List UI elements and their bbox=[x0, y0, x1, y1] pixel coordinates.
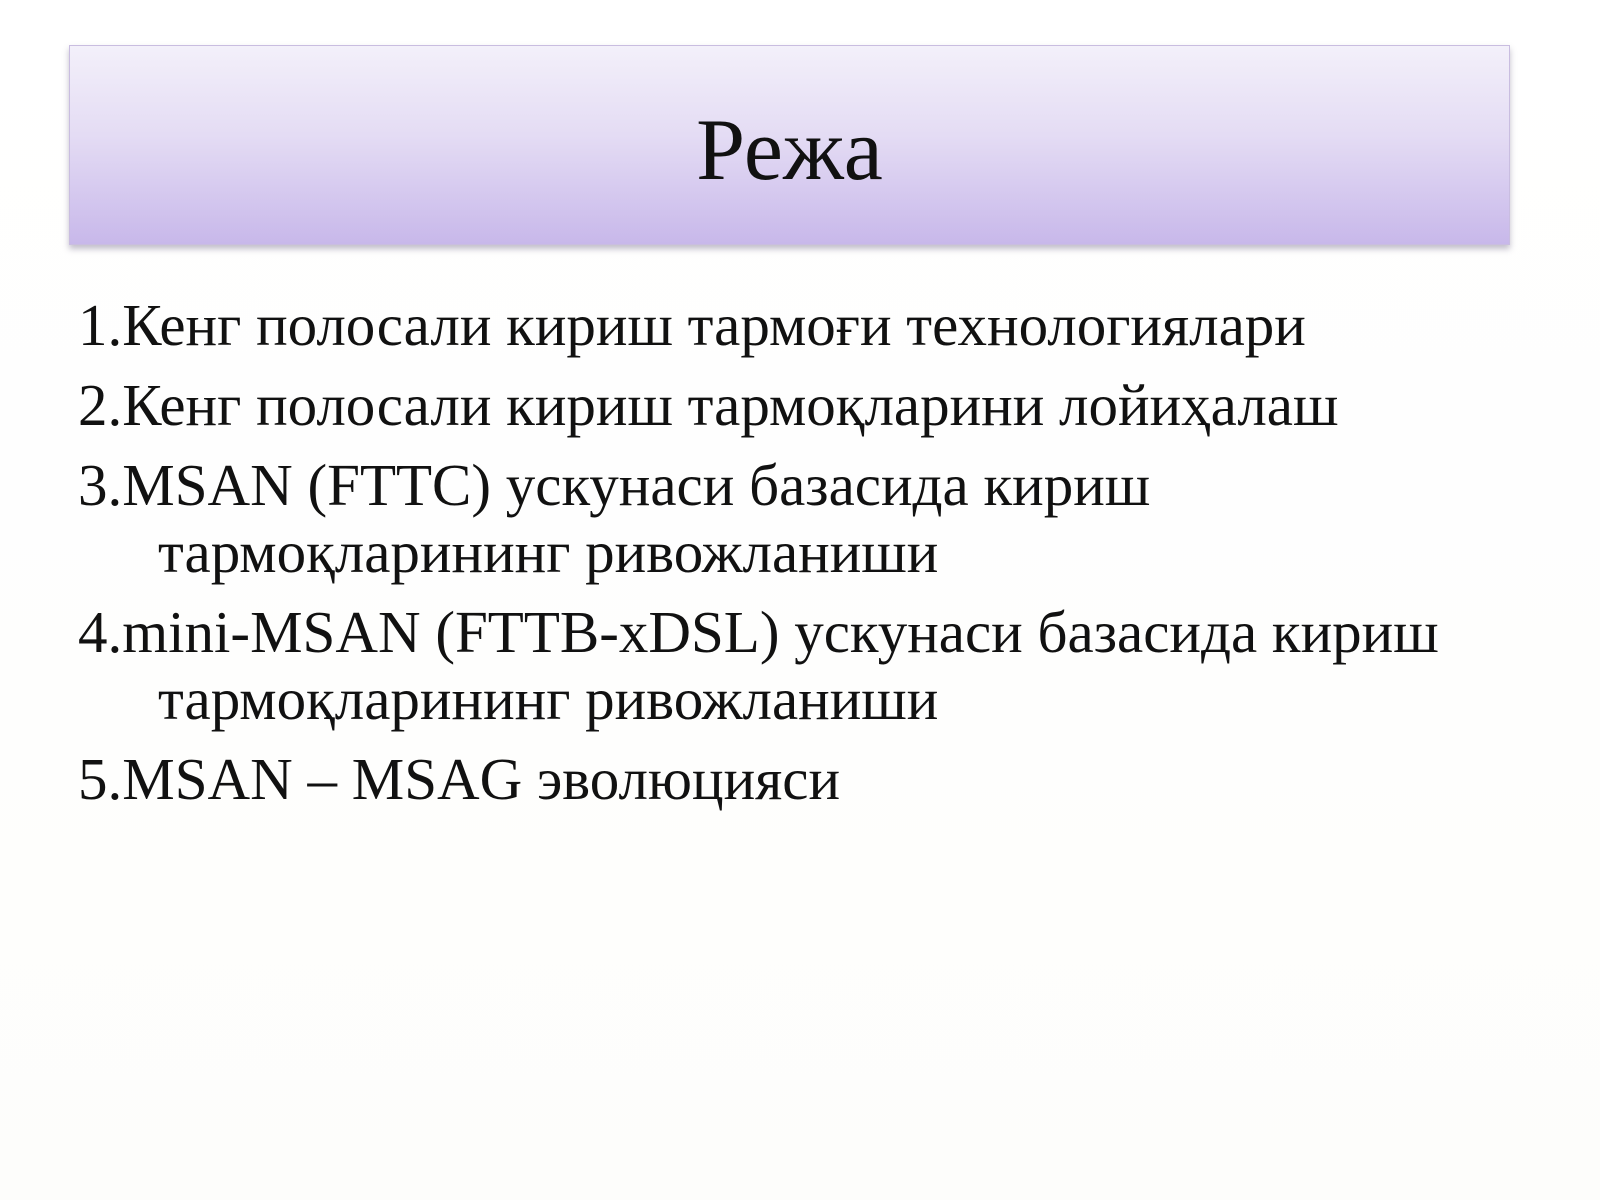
agenda-list bbox=[78, 292, 1518, 826]
agenda-item-1: 1.Кенг полосали кириш тармоғи технологиялари bbox=[78, 292, 1306, 358]
slide-title: Режа bbox=[696, 102, 883, 199]
title-box bbox=[69, 45, 1510, 245]
agenda-item-2: 2.Кенг полосали кириш тармоқларини лойиҳалаш bbox=[78, 372, 1339, 438]
agenda-item-3: 3.MSAN (FTTC) ускунаси базасида кириш тармоқларининг ривожланиши bbox=[78, 452, 1151, 585]
agenda-item-5: 5.MSAN – MSAG эволюцияси bbox=[78, 746, 841, 812]
agenda-item-4: 4.mini-MSAN (FTTB-xDSL) ускунаси базасида кириш тармоқларининг ривожланиши bbox=[78, 599, 1439, 732]
